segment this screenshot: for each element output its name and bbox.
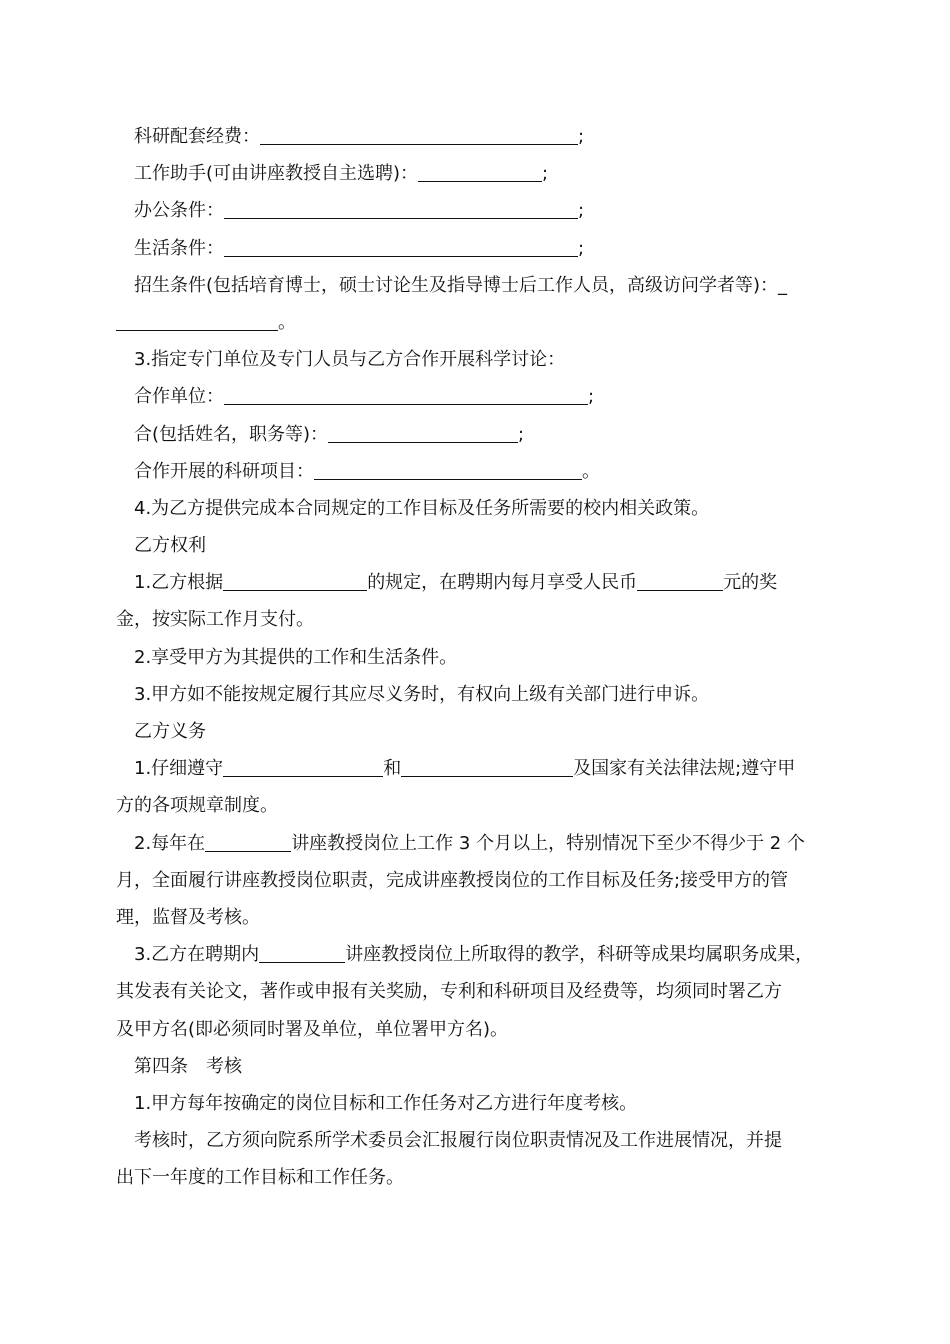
partner-unit-line: 合作单位： ; [116, 378, 836, 415]
duties-clause-2-continued-2: 理，监督及考核。 [116, 906, 260, 928]
assessment-paragraph-continued: 出下一年度的工作目标和工作任务。 [116, 1167, 404, 1189]
partner-unit-blank [224, 382, 588, 405]
heading-party-b-rights: 乙方权利 [134, 535, 206, 557]
document-page [116, 118, 836, 1196]
living-blank [224, 234, 578, 257]
partner-person-line: 合(包括姓名，职务等)： ; [116, 416, 836, 453]
rights-clause-1: 1.乙方根据 的规定，在聘期内每月享受人民币 元的奖 [116, 564, 836, 601]
rights-clause-1-continued: 金，按实际工作月支付。 [116, 609, 314, 631]
heading-article-4: 第四条 考核 [134, 1055, 242, 1077]
assistant-blank [418, 159, 542, 182]
duties-clause-1: 1.仔细遵守 和 及国家有关法律法规;遵守甲 [116, 750, 836, 787]
funding-line: 科研配套经费： ; [116, 118, 836, 155]
assessment-paragraph: 考核时，乙方须向院系所学术委员会汇报履行岗位职责情况及工作进展情况，并提 [134, 1130, 782, 1152]
office-blank [224, 196, 578, 219]
funding-blank [260, 122, 578, 145]
heading-party-b-duties: 乙方义务 [134, 721, 206, 742]
duties-post-blank-1 [205, 829, 291, 852]
duties-clause-2-continued-1: 月，全面履行讲座教授岗位职责，完成讲座教授岗位的工作目标及任务;接受甲方的管 [116, 869, 789, 891]
duties-clause-2: 2.每年在 讲座教授岗位上工作 3 个月以上，特别情况下至少不得少于 2 个 [116, 825, 836, 862]
clause-designated-units: 3.指定专门单位及专门人员与乙方合作开展科学讨论： [134, 349, 566, 371]
duties-rule-blank-1 [223, 754, 383, 777]
office-line: 办公条件： ; [116, 192, 836, 229]
duties-clause-3-continued-1: 其发表有关论文，著作或申报有关奖励，专利和科研项目及经费等，均须同时署乙方 [116, 981, 782, 1003]
assistant-line: 工作助手(可由讲座教授自主选聘)： ; [116, 155, 836, 192]
partner-person-blank [328, 420, 518, 443]
assessment-clause-1: 1.甲方每年按确定的岗位目标和工作任务对乙方进行年度考核。 [134, 1092, 638, 1114]
duties-clause-1-continued: 方的各项规章制度。 [116, 795, 278, 817]
enrollment-line: 招生条件(包括培育博士，硕士讨论生及指导博士后工作人员，高级访问学者等)：_ [134, 274, 788, 296]
duties-clause-3-continued-2: 及甲方名(即必须同时署及单位，单位署甲方名)。 [116, 1018, 509, 1040]
duties-clause-3: 3.乙方在聘期内 讲座教授岗位上所取得的教学，科研等成果均属职务成果， [116, 936, 836, 973]
research-project-blank [314, 457, 582, 480]
rights-clause-2: 2.享受甲方为其提供的工作和生活条件。 [134, 646, 458, 668]
enrollment-blank [116, 308, 278, 331]
clause-policy: 4.为乙方提供完成本合同规定的工作目标及任务所需要的校内相关政策。 [134, 497, 710, 519]
enrollment-continued-line: 。 [116, 304, 836, 341]
rights-clause-3: 3.甲方如不能按规定履行其应尽义务时，有权向上级有关部门进行申诉。 [134, 683, 710, 705]
research-project-line: 合作开展的科研项目： 。 [116, 453, 836, 490]
duties-post-blank-2 [259, 940, 345, 963]
living-line: 生活条件： ; [116, 230, 836, 267]
duties-rule-blank-2 [401, 754, 573, 777]
rights-regulation-blank [223, 568, 367, 591]
rights-amount-blank [637, 568, 723, 591]
